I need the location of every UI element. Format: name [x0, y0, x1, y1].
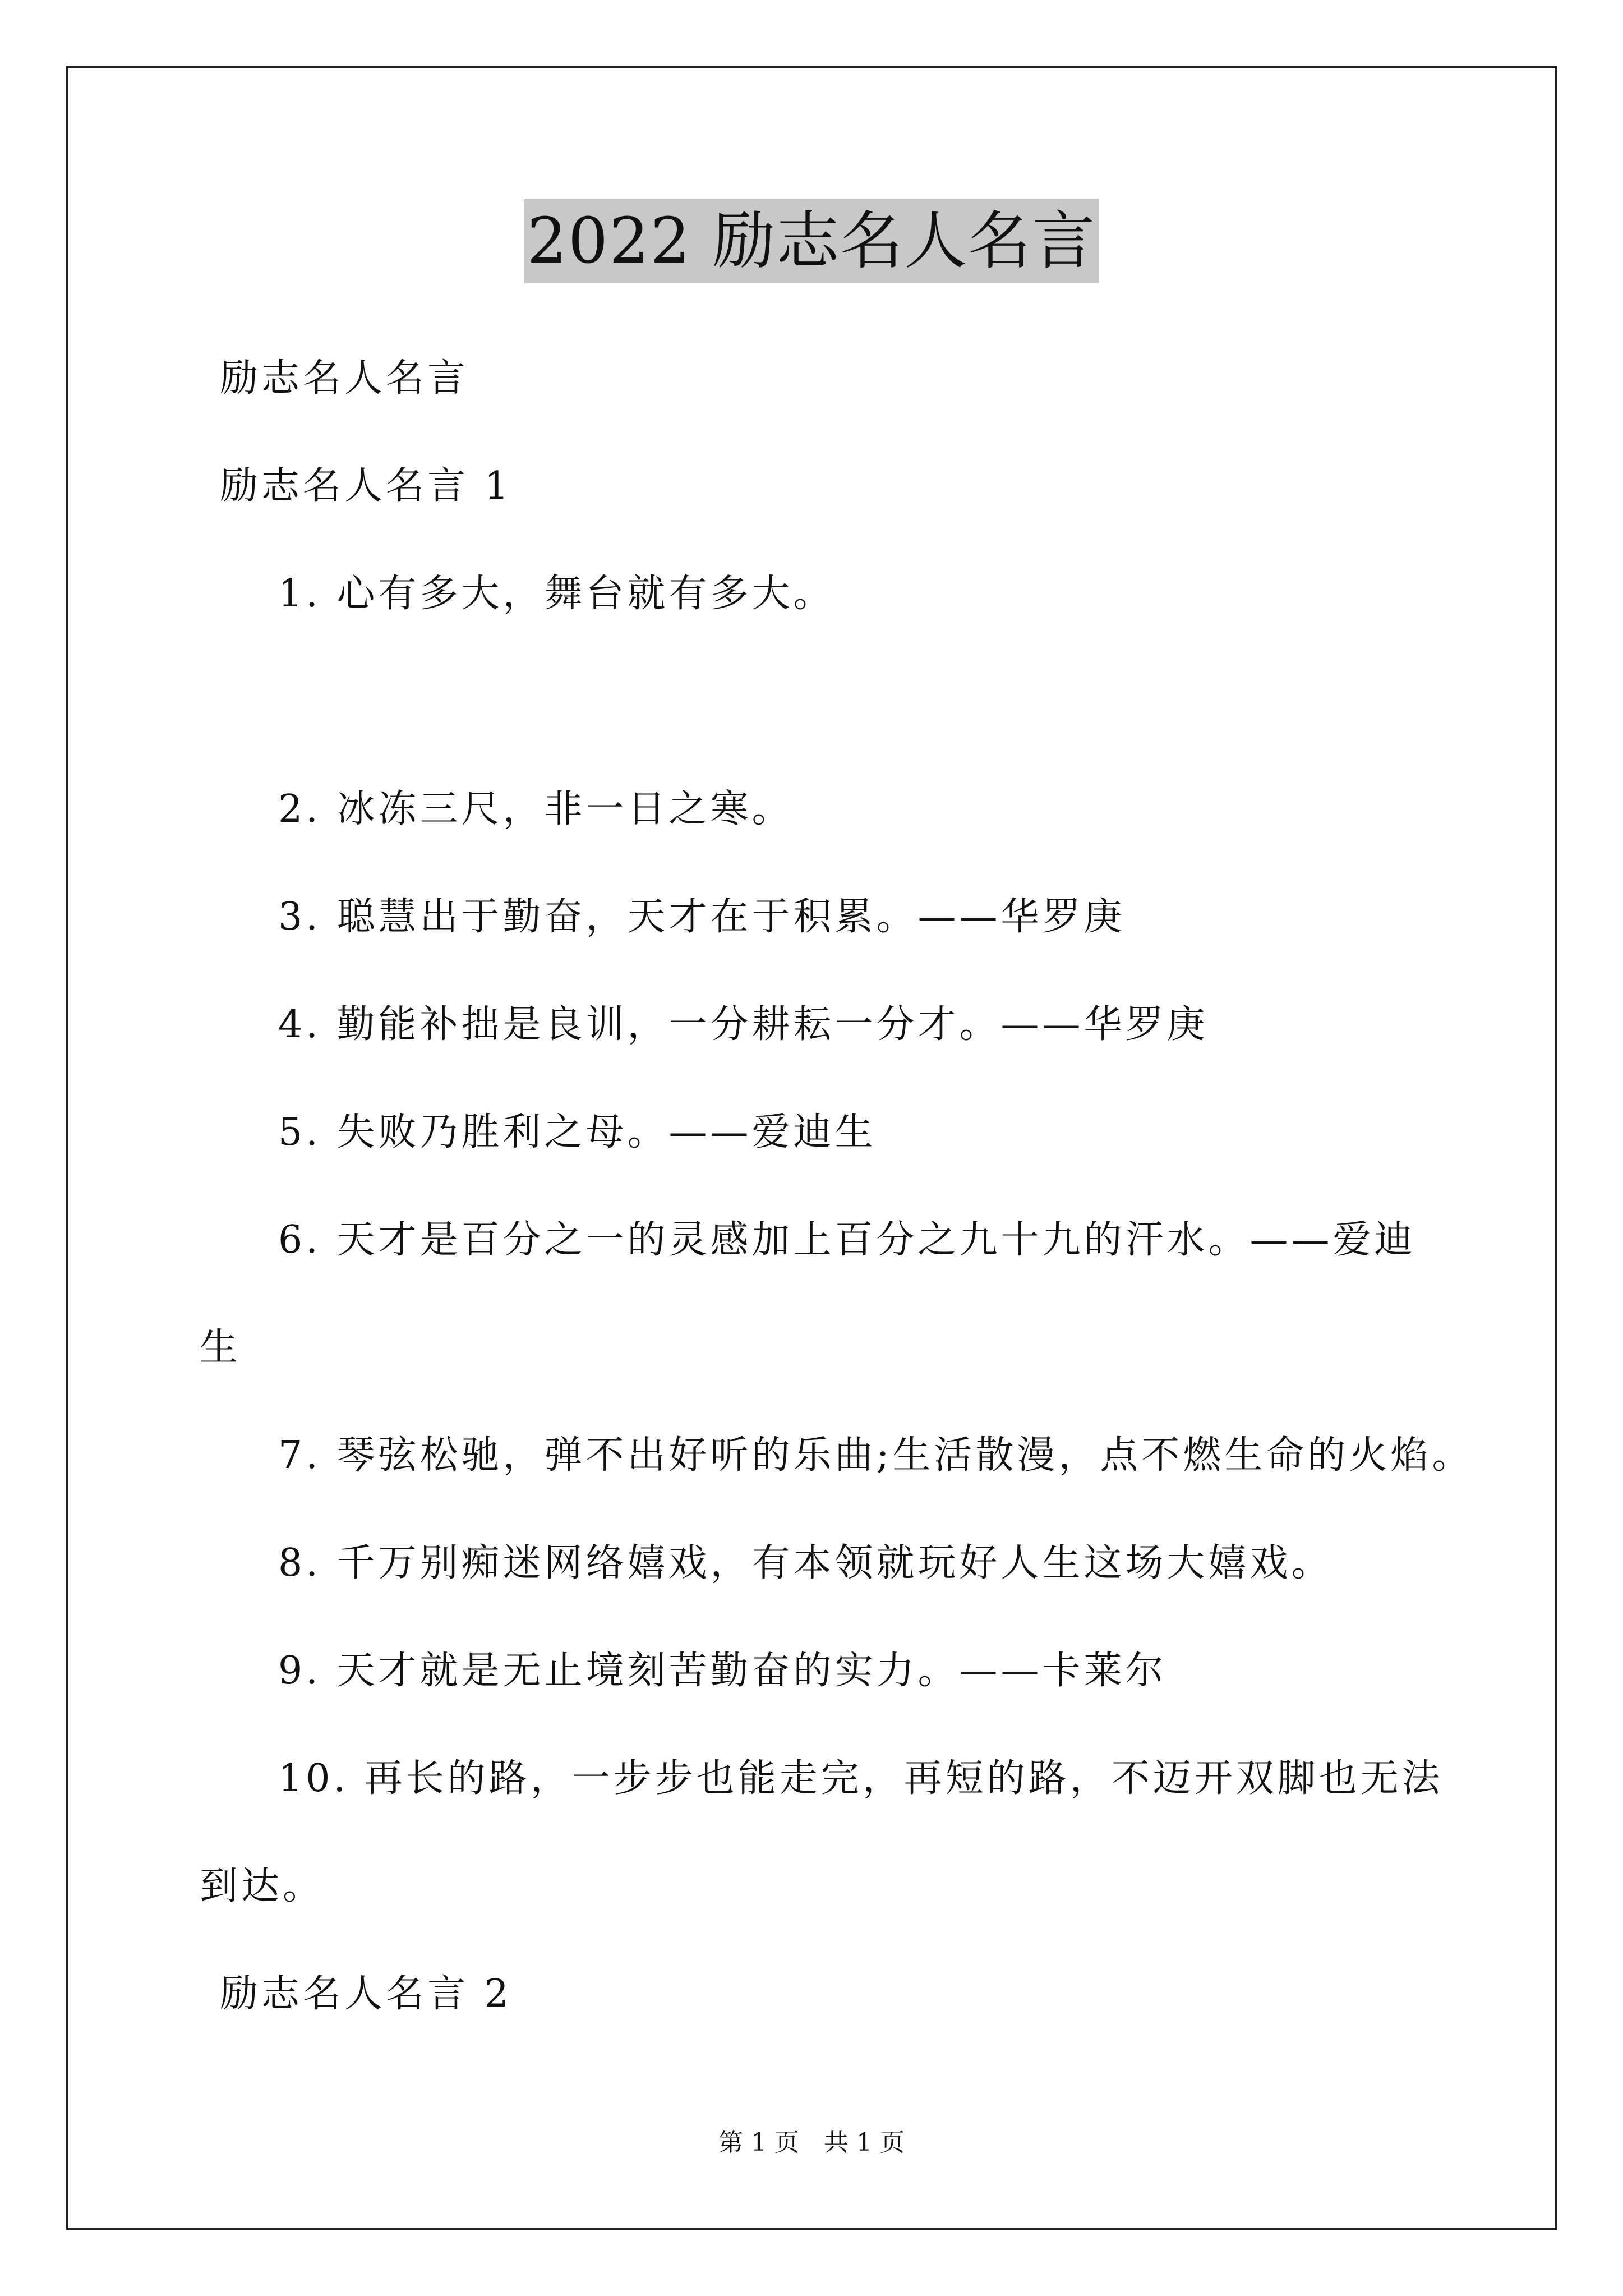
- quote-item-3: 3. 聪慧出于勤奋，天才在于积累。——华罗庚: [278, 895, 1126, 939]
- quote-item-10: 10. 再长的路，一步步也能走完，再短的路，不迈开双脚也无法: [278, 1756, 1444, 1801]
- section-heading-2: 励志名人名言 2: [220, 1972, 512, 2016]
- quote-item-4: 4. 勤能补拙是良训，一分耕耘一分才。——华罗庚: [278, 1002, 1209, 1047]
- document-title: 2022 励志名人名言: [524, 199, 1100, 283]
- quote-item-6: 6. 天才是百分之一的灵感加上百分之九十九的汗水。——爱迪: [278, 1218, 1416, 1262]
- quote-item-2: 2. 冰冻三尺，非一日之寒。: [278, 787, 794, 831]
- quote-item-7: 7. 琴弦松驰，弹不出好听的乐曲;生活散漫，点不燃生命的火焰。: [278, 1433, 1474, 1478]
- quote-item-8: 8. 千万别痴迷网络嬉戏，有本领就玩好人生这场大嬉戏。: [278, 1541, 1333, 1585]
- section-heading-1: 励志名人名言 1: [220, 464, 512, 508]
- quote-item-1: 1. 心有多大，舞台就有多大。: [278, 572, 835, 616]
- page-number-footer: 第 1 页 共 1 页: [718, 2128, 905, 2157]
- quote-item-10-continuation: 到达。: [200, 1864, 325, 1908]
- quote-item-6-continuation: 生: [200, 1326, 242, 1370]
- quote-item-9: 9. 天才就是无止境刻苦勤奋的实力。——卡莱尔: [278, 1649, 1167, 1693]
- title-container: [0, 199, 1623, 283]
- quote-item-5: 5. 失败乃胜利之母。——爱迪生: [278, 1110, 877, 1154]
- document-subtitle: 励志名人名言: [220, 356, 469, 401]
